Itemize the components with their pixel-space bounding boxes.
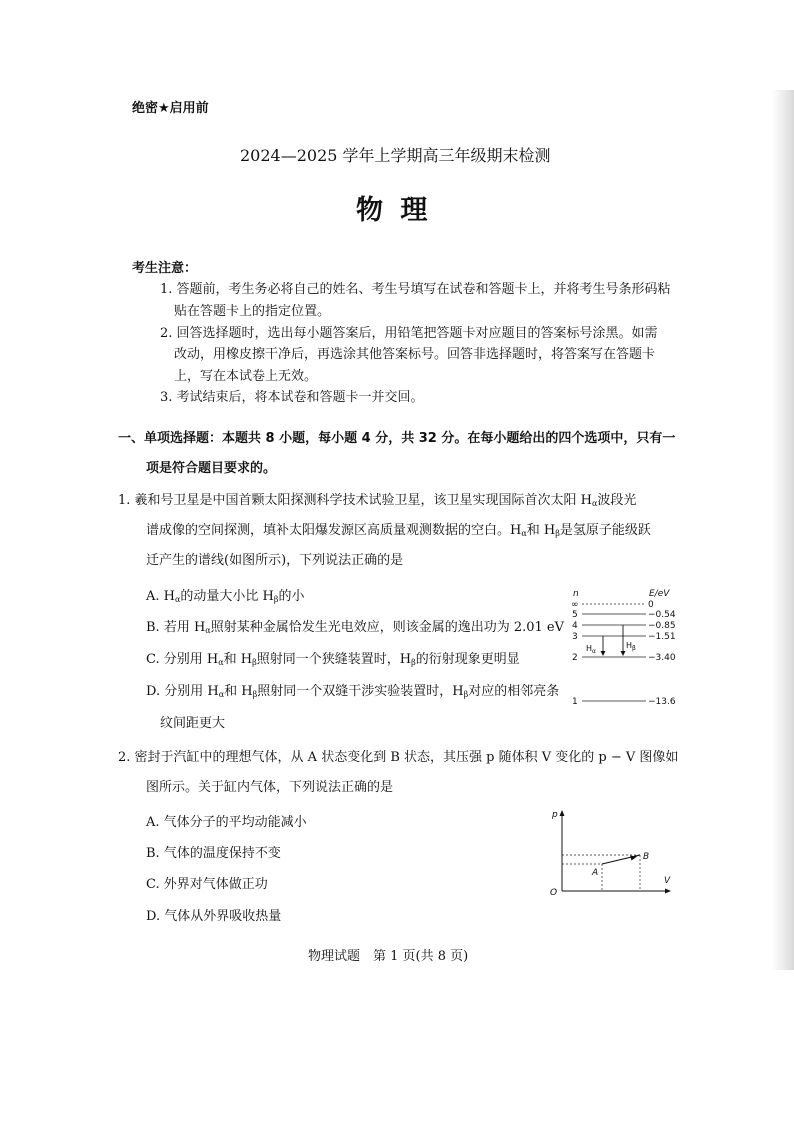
notice-item-2-cont2: 上，写在本试卷上无效。	[174, 369, 318, 384]
level-n-3: 3	[572, 632, 578, 642]
q2-option-d: D. 气体从外界吸收热量	[146, 909, 282, 924]
level-e-inf: 0	[648, 600, 654, 610]
secret-label: 绝密★启用前	[132, 101, 209, 116]
v-axis-label: V	[664, 876, 671, 886]
exam-title: 2024—2025 学年上学期高三年级期末检测	[240, 146, 551, 165]
subject-title: 物 理	[356, 195, 432, 226]
h-alpha-label: $H_\alpha$	[586, 644, 596, 655]
point-b-label: B	[643, 852, 650, 862]
energy-level-diagram	[565, 585, 677, 710]
level-e-2: −3.40	[648, 653, 676, 663]
q2-stem-1: 2. 密封于汽缸中的理想气体，从 A 状态变化到 B 状态，其压强 p 随体积 V 变化的 p − V 图像如	[118, 750, 679, 765]
origin-label: O	[550, 888, 558, 897]
notice-item-1: 1. 答题前，考生务必将自己的姓名、考生号填写在试卷和答题卡上，并将考生号条形码粘	[160, 282, 671, 297]
page-footer: 物理试题 第 1 页(共 8 页)	[308, 949, 469, 964]
notice-item-3: 3. 考试结束后，将本试卷和答题卡一并交回。	[160, 390, 424, 405]
notice-item-2-cont: 改动，用橡皮擦干净后，再选涂其他答案标号。回答非选择题时，将答案写在答题卡	[174, 347, 656, 362]
q2-option-c: C. 外界对气体做正功	[146, 877, 268, 892]
point-a-label: A	[592, 868, 599, 878]
notice-title: 考生注意：	[132, 261, 198, 276]
q1-option-a: A. $H_\alpha$的动量大小比 $H_\beta$的小	[146, 589, 305, 604]
q1-stem-2: 谱成像的空间探测，填补太阳爆发源区高质量观测数据的空白。$H_\alpha$和 $H_\beta$是氢原子能级跃	[146, 523, 651, 538]
q2-option-a: A. 气体分子的平均动能减小	[146, 815, 307, 830]
axis-n-label: n	[573, 589, 579, 599]
section-heading: 一、单项选择题：本题共 8 小题，每小题 4 分，共 32 分。在每小题给出的四个选项中，只有一	[118, 431, 676, 446]
axis-e-label: E/eV	[649, 589, 670, 599]
q2-stem-2: 图所示。关于缸内气体，下列说法正确的是	[146, 780, 394, 795]
pv-diagram	[544, 805, 676, 897]
level-e-3: −1.51	[648, 632, 676, 642]
q1-stem-1: 1. 羲和号卫星是中国首颗太阳探测科学技术试验卫星，该卫星实现国际首次太阳 $H_\alpha$波段光	[118, 493, 637, 508]
section-heading-cont: 项是符合题目要求的。	[146, 461, 277, 476]
level-n-1: 1	[572, 697, 578, 707]
p-axis-label: p	[552, 810, 558, 820]
level-e-5: −0.54	[648, 610, 676, 620]
level-n-4: 4	[572, 621, 578, 631]
level-e-1: −13.6	[648, 697, 676, 707]
q1-option-d-cont: 纹间距更大	[160, 716, 226, 731]
q1-option-b: B. 若用 $H_\alpha$照射某种金属恰发生光电效应，则该金属的逸出功为 2.01 eV	[146, 620, 564, 635]
scan-shadow	[772, 90, 794, 970]
q1-option-d: D. 分别用 $H_\alpha$和 $H_\beta$照射同一个双缝干涉实验装置时，$H_\beta$对应的相邻亮条	[146, 684, 560, 699]
level-n-2: 2	[572, 653, 578, 663]
notice-item-2: 2. 回答选择题时，选出每小题答案后，用铅笔把答题卡对应题目的答案标号涂黑。如需	[160, 326, 658, 341]
level-n-5: 5	[572, 610, 578, 620]
notice-item-1-cont: 贴在答题卡上的指定位置。	[174, 304, 331, 319]
q2-option-b: B. 气体的温度保持不变	[146, 846, 281, 861]
q1-stem-3: 迁产生的谱线(如图所示)，下列说法正确的是	[146, 553, 404, 568]
level-e-4: −0.85	[648, 621, 676, 631]
level-n-inf: ∞	[571, 600, 579, 610]
q1-option-c: C. 分别用 $H_\alpha$和 $H_\beta$照射同一个狭缝装置时，$H_\beta$的衍射现象更明显	[146, 652, 520, 667]
h-beta-label: $H_\beta$	[626, 641, 636, 652]
